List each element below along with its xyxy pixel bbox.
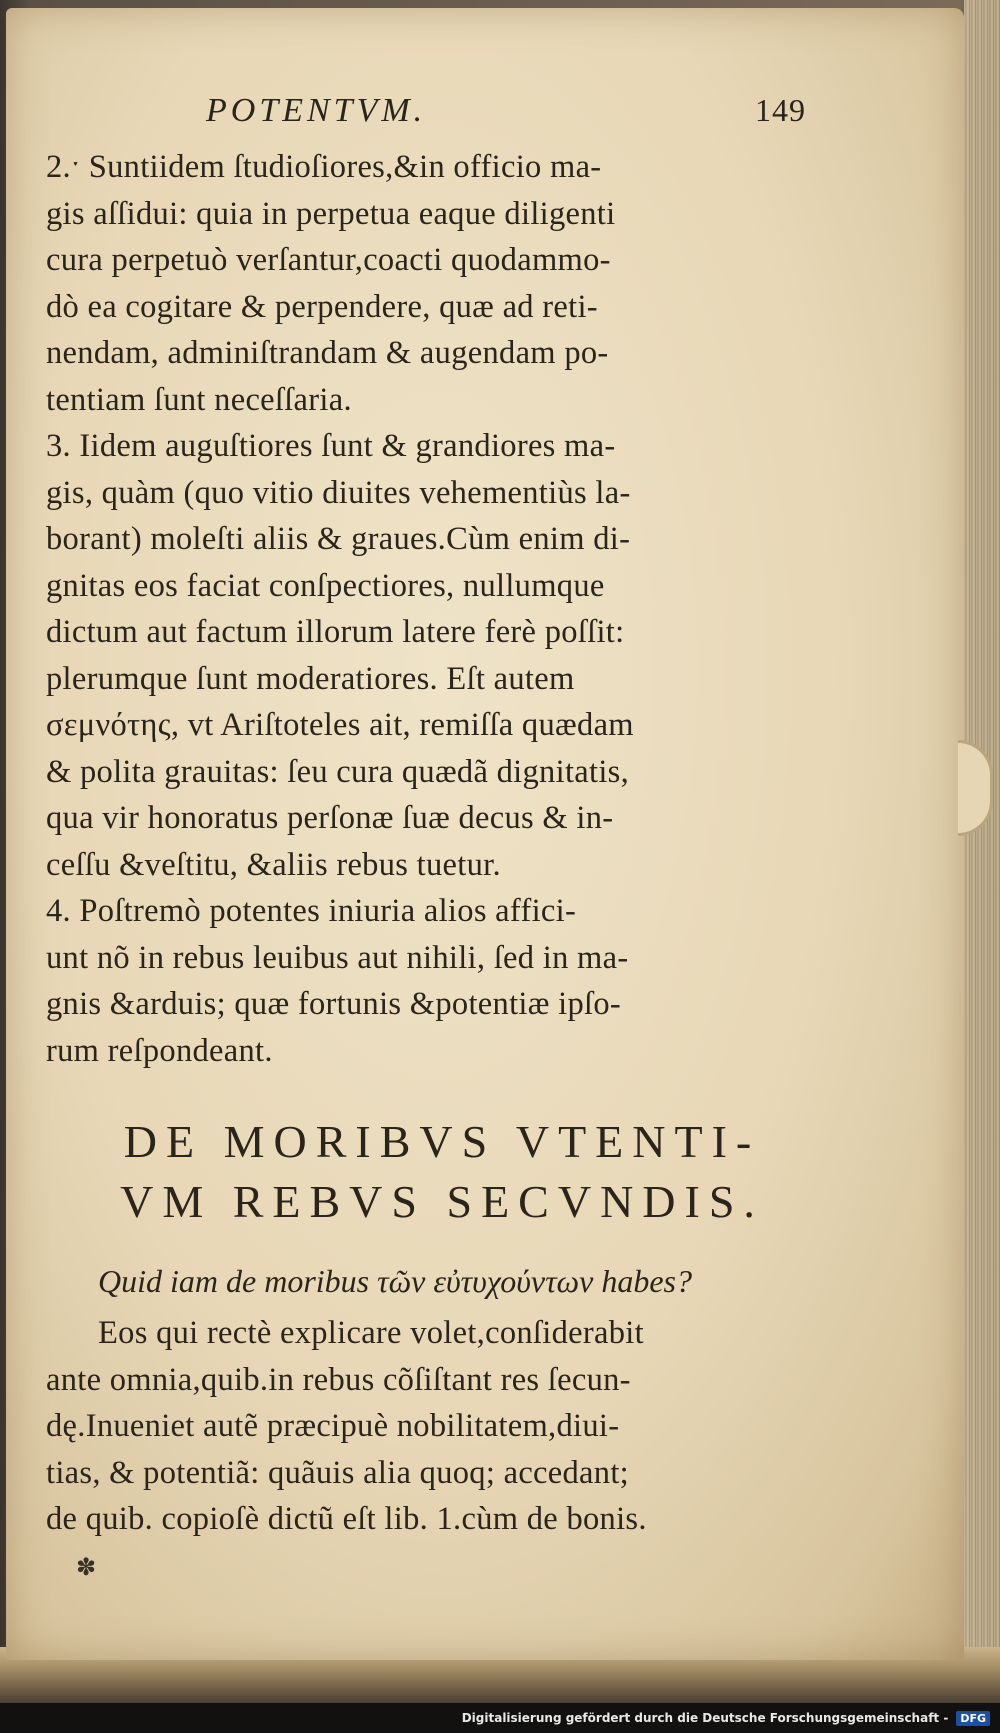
text-line: 2.ˑ Suntiidem ſtudioſiores,&in officio ma- (46, 149, 602, 185)
section-heading-line-1: DE MORIBVS VTENTI- (123, 1116, 761, 1167)
text-line: gnitas eos faciat conſpectiores, nullumque (46, 567, 605, 604)
text-line: 4. Poſtremò potentes iniuria alios affici- (46, 893, 577, 929)
text-line: tentiam ſunt neceſſaria. (46, 381, 352, 418)
text-line: ceſſu &veſtitu, &aliis rebus tuetur. (46, 846, 501, 883)
text-line: nendam, adminiſtrandam & augendam po- (46, 335, 609, 371)
text-line: dò ea cogitare & perpendere, quæ ad reti- (46, 288, 598, 325)
text-line: Eos qui rectè explicare volet,conſiderabit (98, 1315, 644, 1351)
text-line: borant) moleſti aliis & graues.Cùm enim di- (46, 521, 631, 557)
text-line: gis, quàm (quo vitio diuites vehementiùs la- (46, 474, 631, 511)
footer-bar (0, 1703, 1000, 1733)
catchword-mark: ✽ (76, 1555, 97, 1581)
paragraph-2 (46, 144, 826, 423)
text-line: qua vir honoratus perſonæ ſuæ decus & in- (46, 800, 614, 836)
dfg-logo: DFG (956, 1711, 990, 1726)
text-line: plerumque ſunt moderatiores. Eſt autem (46, 660, 575, 697)
answer-paragraph (46, 1310, 826, 1543)
text-line: gis aſſidui: quia in perpetua eaque diligenti (46, 195, 616, 232)
text-line: tias, & potentiã: quãuis alia quoq; accedant; (46, 1454, 629, 1491)
running-title: POTENTVM. (206, 92, 427, 129)
running-header (46, 92, 826, 144)
page-number: 149 (755, 92, 806, 128)
text-line: cura perpetuò verſantur,coacti quodammo- (46, 242, 611, 278)
text-line: unt nõ in rebus leuibus aut nihili, ſed in ma- (46, 939, 629, 976)
text-line: σεμνότης, vt Ariſtoteles ait, remiſſa quædam (46, 707, 634, 743)
paragraph-3 (46, 423, 826, 888)
section-heading-line-2: VM REBVS SECVNDIS. (120, 1176, 764, 1227)
text-line: ante omnia,quib.in rebus cõſiſtant res ſecun- (46, 1361, 631, 1398)
question-text: Quid iam de moribus τῶν εὐτυχούντων habes? (98, 1263, 692, 1299)
text-line: & polita grauitas: ſeu cura quædã dignitatis, (46, 753, 630, 790)
spacer (46, 1232, 826, 1252)
funding-credit: Digitalisierung gefördert durch die Deutsche Forschungsgemeinschaft - (461, 1711, 949, 1725)
spacer (46, 1074, 826, 1112)
text-line: dictum aut factum illorum latere ferè poſſit: (46, 614, 625, 650)
section-heading (46, 1112, 826, 1232)
text-line: rum reſpondeant. (46, 1032, 273, 1069)
text-line: 3. Iidem auguſtiores ſunt & grandiores ma- (46, 428, 616, 464)
text-line: dę.Inueniet autẽ præcipuè nobilitatem,diui- (46, 1408, 620, 1444)
paragraph-4 (46, 888, 826, 1074)
text-line: de quib. copioſè dictũ eſt lib. 1.cùm de bonis. (46, 1501, 647, 1537)
page-text (46, 92, 826, 1543)
text-line: gnis &arduis; quæ fortunis &potentiæ ipſo- (46, 986, 622, 1022)
page-stack-edge-right (964, 0, 1000, 1733)
